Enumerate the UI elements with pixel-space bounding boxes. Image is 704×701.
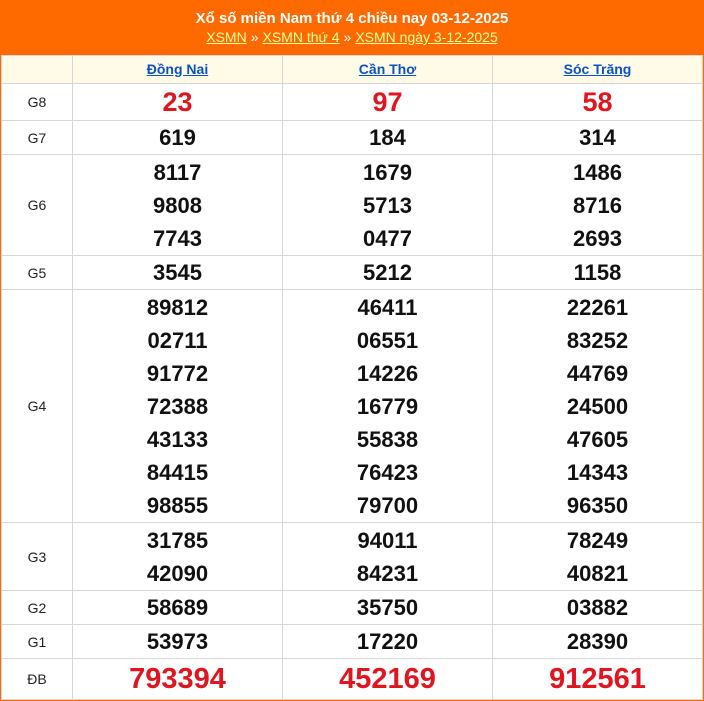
prize-row-special xyxy=(2,659,703,700)
prize-number: 619 xyxy=(159,125,196,150)
prize-number: 42090 xyxy=(146,560,209,586)
prize-cell xyxy=(73,591,283,625)
prize-number: 40821 xyxy=(566,560,629,586)
prize-cell xyxy=(73,256,283,290)
prize-number: 3545 xyxy=(153,260,202,285)
province-cell xyxy=(283,56,493,84)
prize-row-g2 xyxy=(2,591,703,625)
prize-cell xyxy=(73,625,283,659)
prize-cell xyxy=(283,523,493,591)
prize-number: 22261 xyxy=(566,294,629,320)
prize-cell xyxy=(493,155,703,256)
prize-number: 72388 xyxy=(146,393,209,419)
prize-number: 43133 xyxy=(146,426,209,452)
prize-number: 0477 xyxy=(363,225,412,251)
prize-number: 96350 xyxy=(566,492,629,518)
prize-cell xyxy=(493,121,703,155)
prize-cell xyxy=(73,659,283,700)
prize-number: 1486 xyxy=(573,159,622,185)
prize-number: 14226 xyxy=(356,360,419,386)
prize-row-g5 xyxy=(2,256,703,290)
prize-label: G3 xyxy=(2,523,73,591)
prize-row-g8 xyxy=(2,84,703,121)
prize-number: 793394 xyxy=(129,663,226,695)
prize-label: G6 xyxy=(2,155,73,256)
page-title: Xổ số miền Nam thứ 4 chiều nay 03-12-2025 xyxy=(195,10,509,27)
prize-cell xyxy=(283,121,493,155)
prize-number: 53973 xyxy=(146,629,209,654)
prize-cell xyxy=(73,84,283,121)
prize-number: 84415 xyxy=(146,459,209,485)
prize-number: 58689 xyxy=(146,595,209,620)
prize-number: 28390 xyxy=(566,629,629,654)
results-header xyxy=(1,1,703,55)
province-link-can-tho[interactable]: Cần Thơ xyxy=(358,60,417,77)
prize-number: 16779 xyxy=(356,393,419,419)
prize-number: 24500 xyxy=(566,393,629,419)
prize-row-g7 xyxy=(2,121,703,155)
prize-number: 83252 xyxy=(566,327,629,353)
prize-cell xyxy=(283,290,493,523)
prize-number: 452169 xyxy=(339,663,436,695)
prize-label: G5 xyxy=(2,256,73,290)
prize-number: 23 xyxy=(162,86,193,117)
prize-number: 98855 xyxy=(146,492,209,518)
prize-number: 78249 xyxy=(566,527,629,553)
prize-cell xyxy=(73,523,283,591)
prize-number: 76423 xyxy=(356,459,419,485)
prize-cell xyxy=(283,659,493,700)
prize-cell xyxy=(493,256,703,290)
prize-number: 7743 xyxy=(153,225,202,251)
breadcrumb-xsmn-link[interactable]: XSMN xyxy=(206,29,247,45)
prize-number: 47605 xyxy=(566,426,629,452)
prize-cell xyxy=(283,155,493,256)
breadcrumb-separator: » xyxy=(250,29,259,45)
prize-label: ĐB xyxy=(2,659,73,700)
prize-number: 5212 xyxy=(363,260,412,285)
prize-number: 9808 xyxy=(153,192,202,218)
province-cell xyxy=(73,56,283,84)
prize-label: G1 xyxy=(2,625,73,659)
prize-number: 1158 xyxy=(573,260,622,285)
corner-cell xyxy=(2,56,73,84)
breadcrumb-xsmn-date-link[interactable]: XSMN ngày 3-12-2025 xyxy=(355,29,498,45)
prize-number: 06551 xyxy=(356,327,419,353)
prize-cell xyxy=(73,290,283,523)
prize-number: 1679 xyxy=(363,159,412,185)
breadcrumb xyxy=(1,28,703,46)
province-header-row xyxy=(2,56,703,84)
breadcrumb-xsmn-thu4-link[interactable]: XSMN thứ 4 xyxy=(262,29,340,45)
prize-cell xyxy=(73,121,283,155)
prize-cell xyxy=(73,155,283,256)
breadcrumb-separator: » xyxy=(343,29,352,45)
prize-label: G7 xyxy=(2,121,73,155)
province-link-soc-trang[interactable]: Sóc Trăng xyxy=(563,60,632,77)
prize-number: 79700 xyxy=(356,492,419,518)
prize-number: 8117 xyxy=(153,159,202,185)
prize-cell xyxy=(493,290,703,523)
prize-label: G8 xyxy=(2,84,73,121)
prize-number: 02711 xyxy=(147,327,208,353)
prize-cell xyxy=(493,84,703,121)
prize-number: 314 xyxy=(579,125,616,150)
prize-number: 5713 xyxy=(363,192,412,218)
prize-label: G2 xyxy=(2,591,73,625)
prize-cell xyxy=(283,591,493,625)
prize-number: 184 xyxy=(369,125,406,150)
prize-number: 55838 xyxy=(356,426,419,452)
prize-number: 91772 xyxy=(146,360,209,386)
prize-number: 35750 xyxy=(356,595,419,620)
prize-row-g3 xyxy=(2,523,703,591)
prize-label: G4 xyxy=(2,290,73,523)
prize-cell xyxy=(493,625,703,659)
prize-number: 31785 xyxy=(146,527,209,553)
prize-number: 44769 xyxy=(566,360,629,386)
results-table xyxy=(1,55,703,700)
prize-number: 89812 xyxy=(146,294,209,320)
prize-row-g4 xyxy=(2,290,703,523)
prize-cell xyxy=(283,256,493,290)
prize-cell xyxy=(493,659,703,700)
prize-number: 17220 xyxy=(356,629,419,654)
prize-cell xyxy=(493,523,703,591)
prize-number: 2693 xyxy=(573,225,622,251)
prize-number: 8716 xyxy=(573,192,622,218)
prize-number: 912561 xyxy=(549,663,646,695)
prize-row-g6 xyxy=(2,155,703,256)
prize-number: 94011 xyxy=(357,527,418,553)
prize-number: 58 xyxy=(582,86,613,117)
prize-cell xyxy=(283,625,493,659)
prize-cell xyxy=(493,591,703,625)
prize-number: 46411 xyxy=(357,294,418,320)
prize-number: 14343 xyxy=(566,459,629,485)
prize-cell xyxy=(283,84,493,121)
prize-number: 03882 xyxy=(566,595,629,620)
province-cell xyxy=(493,56,703,84)
prize-number: 84231 xyxy=(356,560,419,586)
province-link-dong-nai[interactable]: Đồng Nai xyxy=(146,60,209,77)
prize-number: 97 xyxy=(372,86,403,117)
prize-row-g1 xyxy=(2,625,703,659)
